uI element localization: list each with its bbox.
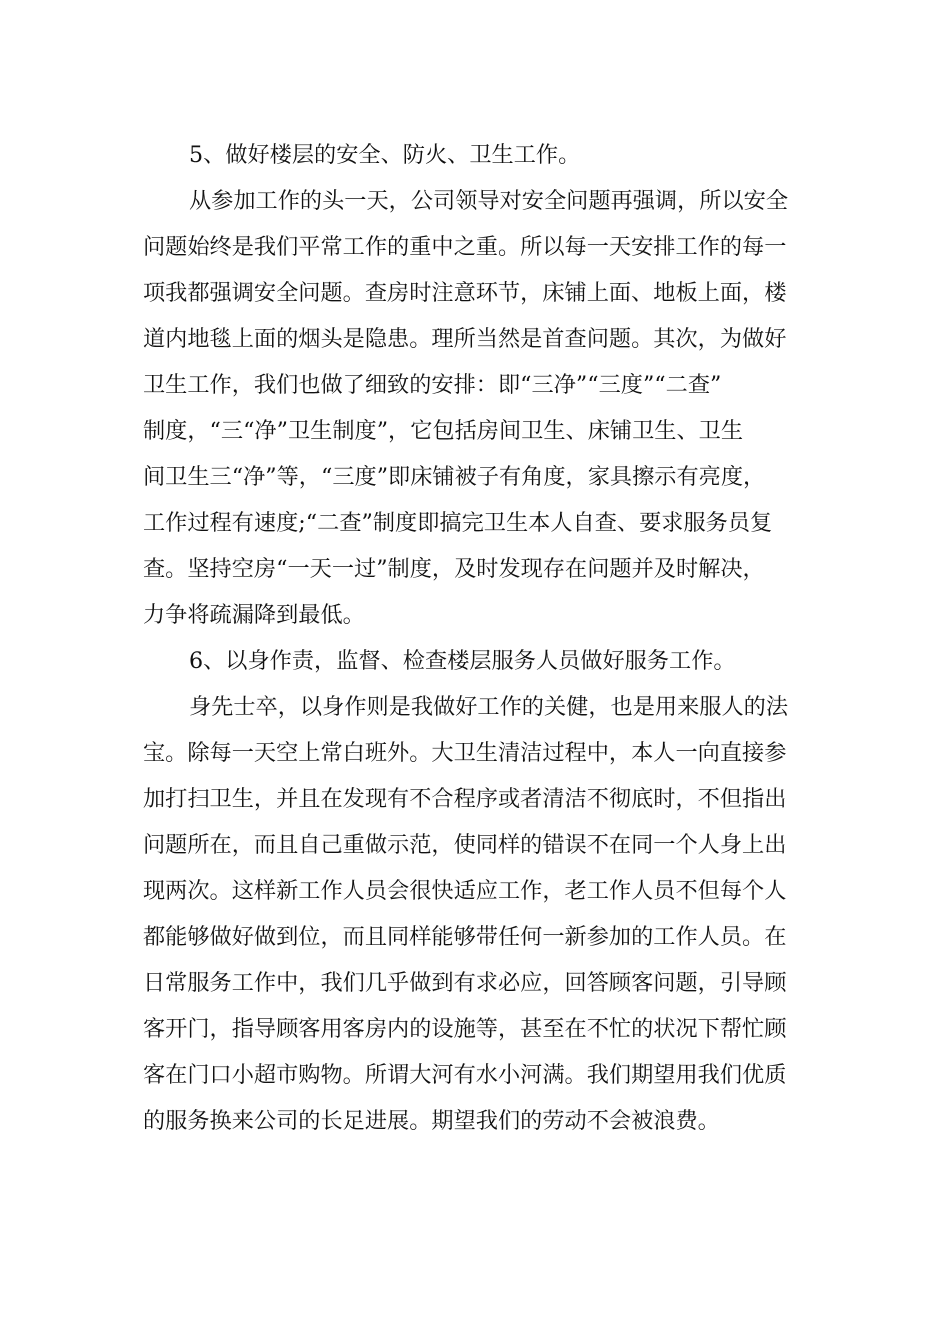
text-line: 都能够做好做到位，而且同样能够带任何一新参加的工作人员。在 [143,924,787,950]
text-line: 卫生工作，我们也做了细致的安排：即“三净”“三度”“二查” [143,372,722,398]
text-line: 加打扫卫生，并且在发现有不合程序或者清洁不彻底时，不但指出 [143,786,787,812]
text-line: 工作过程有速度;“二查”制度即搞完卫生本人自查、要求服务员复 [143,510,773,536]
text-line: 项我都强调安全问题。查房时注意环节，床铺上面、地板上面，楼 [143,280,787,306]
text-line: 身先士卒，以身作则是我做好工作的关健，也是用来服人的法 [189,694,789,720]
text-line: 宝。除每一天空上常白班外。大卫生清洁过程中，本人一向直接参 [143,740,787,766]
heading-item-6: 6、以身作责，监督、检查楼层服务人员做好服务工作。 [189,648,736,674]
text-line: 制度，“三“净”卫生制度”，它包括房间卫生、床铺卫生、卫生 [143,418,744,444]
text-line: 的服务换来公司的长足进展。期望我们的劳动不会被浪费。 [143,1108,720,1134]
heading-item-5: 5、做好楼层的安全、防火、卫生工作。 [189,142,581,168]
text-line: 间卫生三“净”等，“三度”即床铺被子有角度，家具擦示有亮度， [143,464,766,490]
text-line: 从参加工作的头一天，公司领导对安全问题再强调，所以安全 [189,188,789,214]
text-line: 日常服务工作中，我们几乎做到有求必应，回答顾客问题，引导顾 [143,970,787,996]
text-line: 问题始终是我们平常工作的重中之重。所以每一天安排工作的每一 [143,234,787,260]
text-line: 道内地毯上面的烟头是隐患。理所当然是首查问题。其次，为做好 [143,326,787,352]
text-line: 查。坚持空房“一天一过”制度，及时发现存在问题并及时解决， [143,556,765,582]
text-line: 力争将疏漏降到最低。 [143,602,365,628]
text-line: 现两次。这样新工作人员会很快适应工作，老工作人员不但每个人 [143,878,787,904]
text-line: 客开门，指导顾客用客房内的设施等，甚至在不忙的状况下帮忙顾 [143,1016,787,1042]
text-line: 问题所在，而且自己重做示范，使同样的错误不在同一个人身上出 [143,832,787,858]
text-line: 客在门口小超市购物。所谓大河有水小河满。我们期望用我们优质 [143,1062,787,1088]
